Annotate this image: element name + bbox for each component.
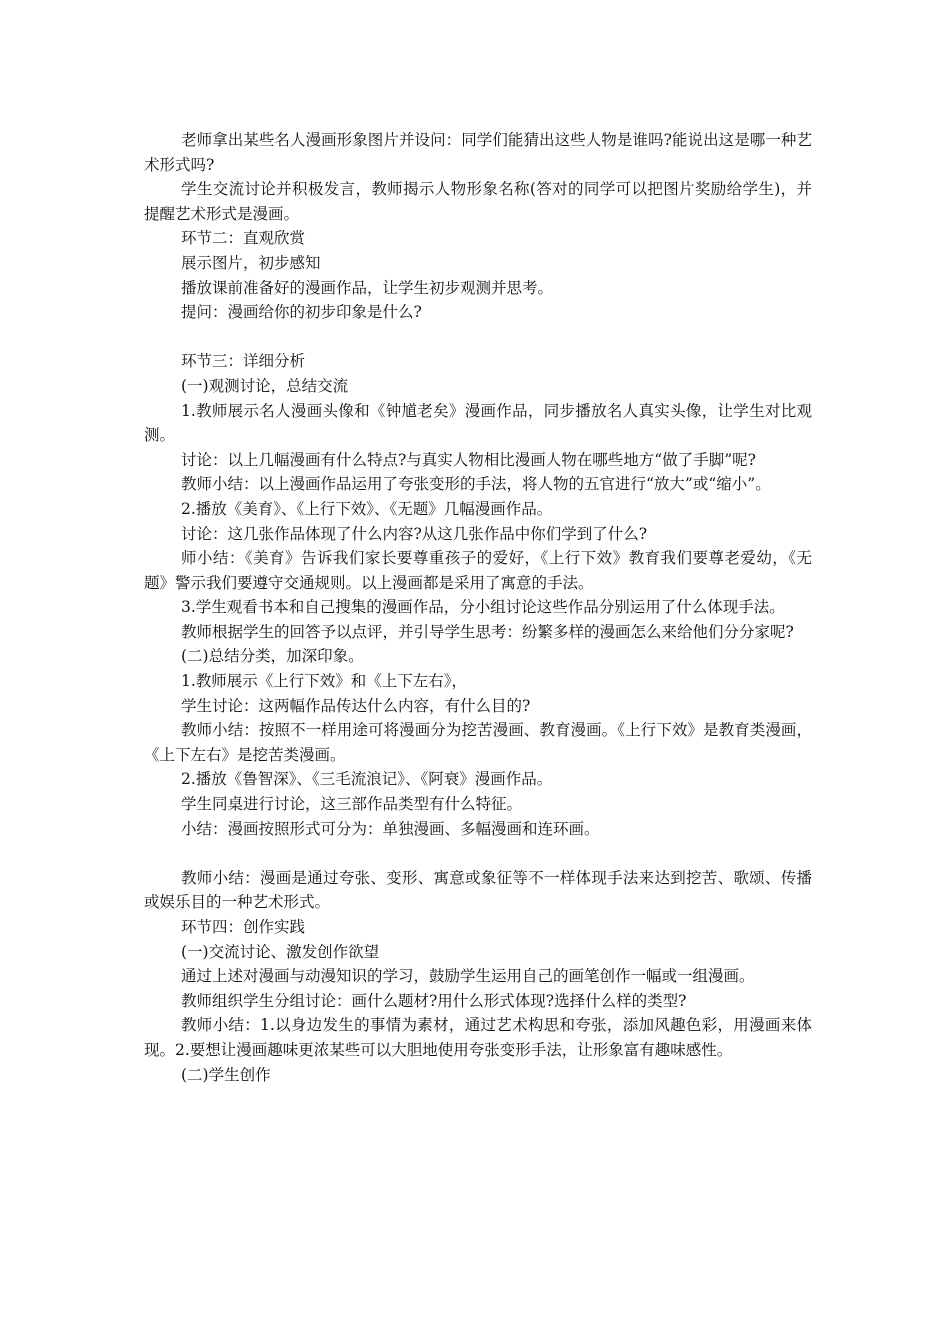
- subsection-heading: (二)学生创作: [181, 1065, 271, 1084]
- blank-line: [144, 325, 812, 350]
- paragraph: 提问：漫画给你的初步印象是什么?: [181, 303, 422, 322]
- paragraph: 2.播放《美育》、《上行下效》、《无题》几幅漫画作品。: [181, 499, 553, 518]
- blank-line: [144, 841, 812, 866]
- subsection-heading: (二)总结分类，加深印象。: [181, 647, 364, 666]
- paragraph: 老师拿出某些名人漫画形象图片并设问：同学们能猜出这些人物是谁吗?能说出这是哪一种艺术形式吗?: [144, 131, 812, 174]
- paragraph: 1.教师展示名人漫画头像和《钟馗老矣》漫画作品，同步播放名人真实头像，让学生对比观测。: [144, 401, 812, 445]
- subsection-heading: (一)观测讨论，总结交流: [181, 376, 349, 395]
- paragraph: 通过上述对漫画与动漫知识的学习，鼓励学生运用自己的画笔创作一幅或一组漫画。: [181, 967, 755, 986]
- section-heading: 环节二：直观欣赏: [181, 229, 306, 248]
- paragraph: 讨论：以上几幅漫画有什么特点?与真实人物相比漫画人物在哪些地方“做了手脚”呢?: [181, 450, 756, 469]
- paragraph: 3.学生观看书本和自己搜集的漫画作品，分小组讨论这些作品分别运用了什么体现手法。: [181, 598, 785, 617]
- paragraph: 教师小结：按照不一样用途可将漫画分为挖苦漫画、教育漫画。《上行下效》是教育类漫画，《上下左右》是挖苦类漫画。: [144, 721, 812, 764]
- document-body: [144, 128, 812, 1087]
- paragraph: 学生讨论：这两幅作品传达什么内容，有什么目的?: [181, 696, 531, 715]
- paragraph: 小结：漫画按照形式可分为：单独漫画、多幅漫画和连环画。: [181, 819, 600, 838]
- paragraph: 教师组织学生分组讨论：画什么题材?用什么形式体现?选择什么样的类型?: [181, 991, 687, 1010]
- section-heading: 环节三：详细分析: [181, 352, 306, 371]
- paragraph: 展示图片，初步感知: [181, 253, 321, 272]
- subsection-heading: (一)交流讨论、激发创作欲望: [181, 942, 380, 961]
- paragraph: 教师根据学生的回答予以点评，并引导学生思考：纷繁多样的漫画怎么来给他们分分家呢?: [181, 622, 794, 641]
- section-heading: 环节四：创作实践: [181, 918, 306, 936]
- paragraph: 学生同桌进行讨论，这三部作品类型有什么特征。: [181, 795, 523, 814]
- paragraph: 2.播放《鲁智深》、《三毛流浪记》、《阿衰》漫画作品。: [181, 770, 553, 789]
- paragraph: 教师小结：以上漫画作品运用了夸张变形的手法，将人物的五官进行“放大”或“缩小”。: [181, 475, 771, 494]
- paragraph: 教师小结：1.以身边发生的事情为素材，通过艺术构思和夸张，添加风趣色彩，用漫画来体现。2.要想让漫画趣味更浓某些可以大胆地使用夸张变形手法，让形象富有趣味感性。: [144, 1016, 812, 1059]
- paragraph: 讨论：这几张作品体现了什么内容?从这几张作品中你们学到了什么?: [181, 524, 648, 543]
- paragraph: 教师小结：漫画是通过夸张、变形、寓意或象征等不一样体现手法来达到挖苦、歌颂、传播或娱乐目的一种艺术形式。: [144, 868, 812, 912]
- paragraph: 学生交流讨论并积极发言，教师揭示人物形象名称(答对的同学可以把图片奖励给学生)，并提醒艺术形式是漫画。: [144, 180, 812, 223]
- paragraph: 师小结：《美育》告诉我们家长要尊重孩子的爱好，《上行下效》教育我们要尊老爱幼，《无题》警示我们要遵守交通规则。以上漫画都是采用了寓意的手法。: [144, 549, 812, 592]
- paragraph: 播放课前准备好的漫画作品，让学生初步观测并思考。: [181, 278, 554, 297]
- paragraph: 1.教师展示《上行下效》和《上下左右》，: [181, 672, 468, 691]
